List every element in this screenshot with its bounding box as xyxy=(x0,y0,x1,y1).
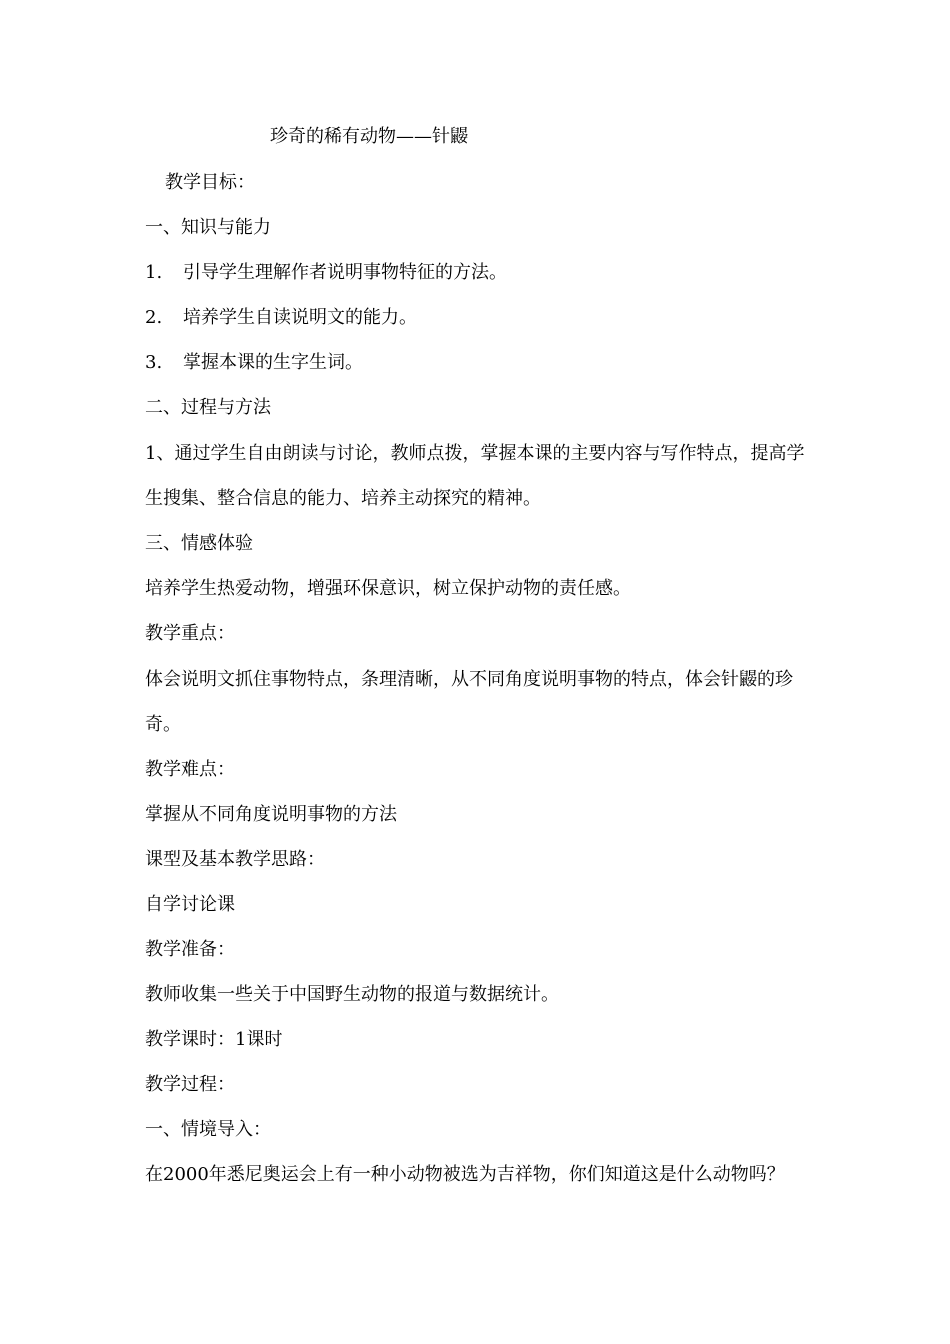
list-item xyxy=(145,260,817,286)
section-emotion-paragraph: 培养学生热爱动物，增强环保意识，树立保护动物的责任感。 xyxy=(145,578,631,599)
difficulty-heading: 教学难点： xyxy=(145,759,235,780)
section-knowledge-heading: 一、知识与能力 xyxy=(145,217,271,238)
lesson-type-paragraph: 自学讨论课 xyxy=(145,894,235,915)
document-body xyxy=(145,170,817,1207)
list-item xyxy=(145,350,817,376)
list-item-text: 引导学生理解作者说明事物特征的方法。 xyxy=(183,262,507,283)
list-item xyxy=(145,305,817,331)
document-title: 珍奇的稀有动物——针鼹 xyxy=(270,126,468,147)
preparation-paragraph: 教师收集一些关于中国野生动物的报道与数据统计。 xyxy=(145,984,559,1005)
focus-heading: 教学重点： xyxy=(145,623,235,644)
process-heading: 教学过程： xyxy=(145,1074,235,1095)
section-process-heading: 二、过程与方法 xyxy=(145,397,271,418)
lesson-type-heading: 课型及基本教学思路： xyxy=(145,849,325,870)
section-process-paragraph: 1、通过学生自由朗读与讨论，教师点拨，掌握本课的主要内容与写作特点，提高学生搜集、整合信息的能力、培养主动探究的精神。 xyxy=(145,443,805,509)
difficulty-paragraph: 掌握从不同角度说明事物的方法 xyxy=(145,804,397,825)
list-item-text: 掌握本课的生字生词。 xyxy=(183,352,363,373)
list-item-number: 1. xyxy=(145,262,163,283)
goal-heading: 教学目标： xyxy=(165,172,255,193)
list-item-text: 培养学生自读说明文的能力。 xyxy=(183,307,417,328)
intro-heading: 一、情境导入： xyxy=(145,1119,271,1140)
list-item-number: 2. xyxy=(145,307,163,328)
section-emotion-heading: 三、情感体验 xyxy=(145,533,253,554)
focus-paragraph: 体会说明文抓住事物特点，条理清晰，从不同角度说明事物的特点，体会针鼹的珍奇。 xyxy=(145,669,793,735)
preparation-heading: 教学准备： xyxy=(145,939,235,960)
list-item-number: 3. xyxy=(145,352,163,373)
intro-paragraph: 在2000年悉尼奥运会上有一种小动物被选为吉祥物，你们知道这是什么动物吗？ xyxy=(145,1164,785,1185)
lesson-hours: 教学课时：1课时 xyxy=(145,1029,283,1050)
